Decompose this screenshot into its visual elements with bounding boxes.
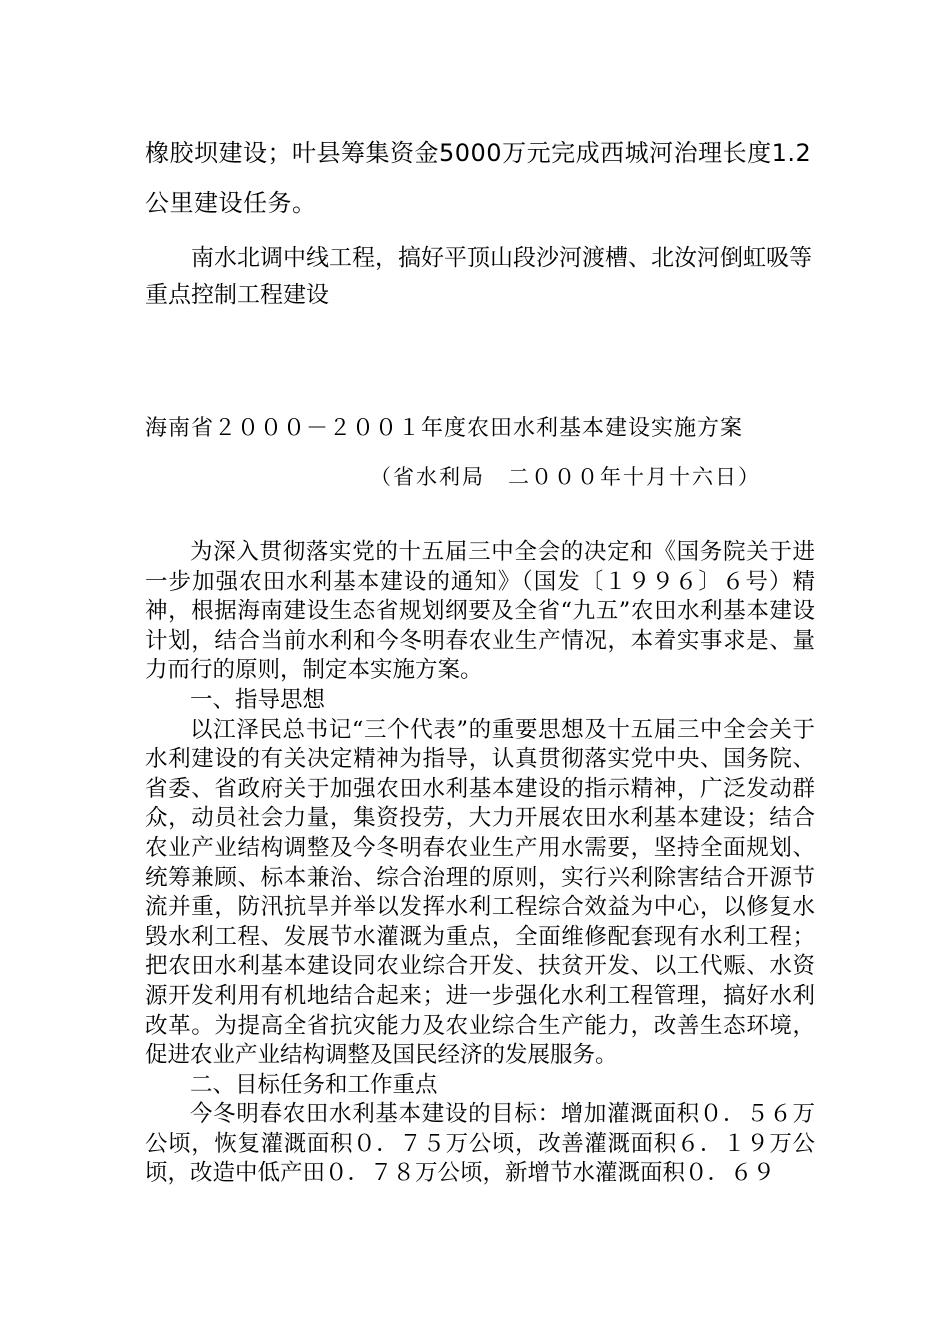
body-paragraph-guiding-ideology: 以江泽民总书记“三个代表”的重要思想及十五届三中全会关于水利建设的有关决定精神为指导，认真贯彻落实党中央、国务院、省委、省政府关于加强农田水利基本建设的指示精神，广泛发动群众，动员社会力量，集资投劳，大力开展农田水利基本建设；结合农业产业结构调整及今冬明春农业生产用水需要，坚持全面规划、统筹兼顾、标本兼治、综合治理的原则，实行兴利除害结合开源节流并重，防汛抗旱并举以发挥水利工程综合效益为中心，以修复水毁水利工程、发展节水灌溉为重点，全面维修配套现有水利工程；把农田水利基本建设同农业综合开发、扶贫开发、以工代赈、水资源开发利用有机地结合起来；进一步强化水利工程管理，搞好水利改革。为提高全省抗灾能力及农业综合生产能力，改善生态环境，促进农业产业结构调整及国民经济的发展服务。: [145, 716, 815, 1069]
body-paragraph-preamble: 为深入贯彻落实党的十五届三中全会的决定和《国务院关于进一步加强农田水利基本建设的通知》（国发〔１９９６〕６号）精神，根据海南建设生态省规划纲要及全省“九五”农田水利基本建设计划，结合当前水利和今冬明春农业生产情况，本着实事求是、量力而行的原则，制定本实施方案。: [145, 539, 815, 684]
section-heading-guiding-ideology: 一、指导思想: [190, 686, 326, 713]
section-heading-goals-tasks: 二、目标任务和工作重点: [190, 1071, 438, 1098]
body-paragraph-goals: 今冬明春农田水利基本建设的目标：增加灌溉面积０．５６万公顷，恢复灌溉面积０．７５万公顷，改善灌溉面积６．１９万公顷，改造中低产田０．７８万公顷，新增节水灌溉面积０．６９: [145, 1101, 815, 1187]
document-subtitle: （省水利局 二０００年十月十六日）: [370, 465, 761, 489]
intro-paragraph-1: 橡胶坝建设；叶县筹集资金5000万元完成西城河治理长度1.2公里建设任务。: [145, 139, 812, 217]
document-title: 海南省２０００－２００１年度农田水利基本建设实施方案: [145, 416, 744, 441]
intro-paragraph-2: 南水北调中线工程，搞好平顶山段沙河渡槽、北汝河倒虹吸等重点控制工程建设: [145, 245, 812, 308]
document-body: [145, 538, 815, 1189]
